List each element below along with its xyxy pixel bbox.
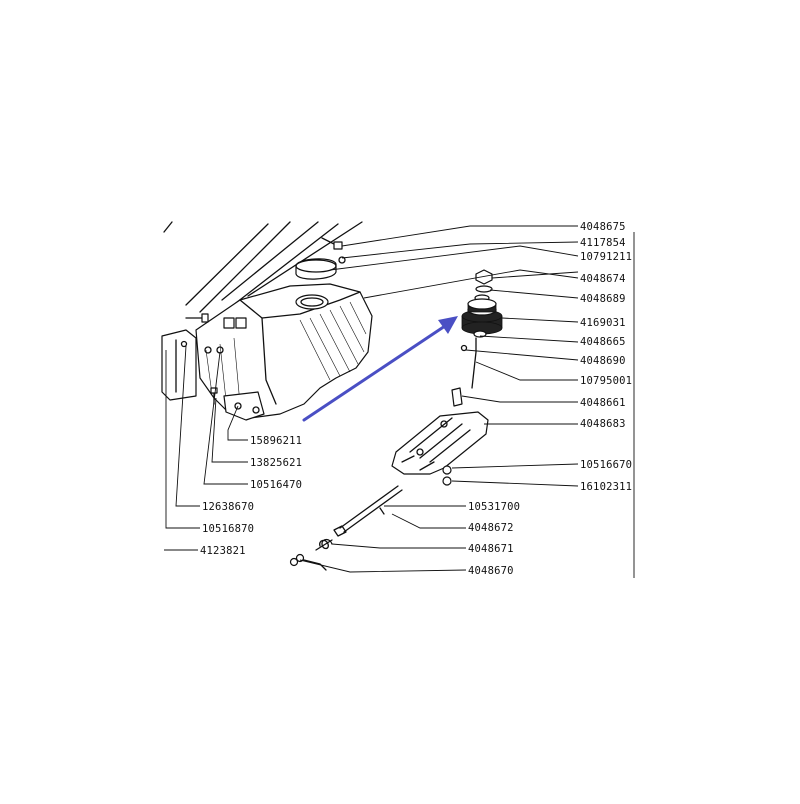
- part-number-label: 4117854: [580, 237, 626, 249]
- part-number-label: 15896211: [250, 435, 303, 447]
- left-label-column: [200, 435, 302, 557]
- part-number-label: 4048689: [580, 293, 626, 305]
- part-number-label: 12638670: [202, 501, 255, 513]
- right-label-column: [580, 221, 632, 493]
- part-number-label: 16102311: [580, 481, 633, 493]
- part-number-label: 4048671: [468, 543, 514, 555]
- arrow-head: [438, 316, 458, 334]
- part-number-label: 4048683: [580, 418, 626, 430]
- part-number-label: 4048690: [580, 355, 626, 367]
- fuel-tank-illustration: [162, 222, 372, 420]
- part-number-label: 10531700: [468, 501, 521, 513]
- part-number-label: 4048661: [580, 397, 626, 409]
- part-number-label: 4048665: [580, 336, 626, 348]
- part-number-label: 4048674: [580, 273, 626, 285]
- part-number-label: 10516470: [250, 479, 303, 491]
- part-number-label: 4123821: [200, 545, 246, 557]
- part-number-label: 10791211: [580, 251, 633, 263]
- part-number-label: 4048675: [580, 221, 626, 233]
- bottom-center-label-column: [468, 501, 520, 577]
- part-number-label: 4048672: [468, 522, 514, 534]
- part-number-label: 10795001: [580, 375, 633, 387]
- part-number-label: 4048670: [468, 565, 514, 577]
- part-number-label: 13825621: [250, 457, 303, 469]
- part-number-label: 10516870: [202, 523, 255, 535]
- part-number-label: 10516670: [580, 459, 633, 471]
- part-number-label: 4169031: [580, 317, 626, 329]
